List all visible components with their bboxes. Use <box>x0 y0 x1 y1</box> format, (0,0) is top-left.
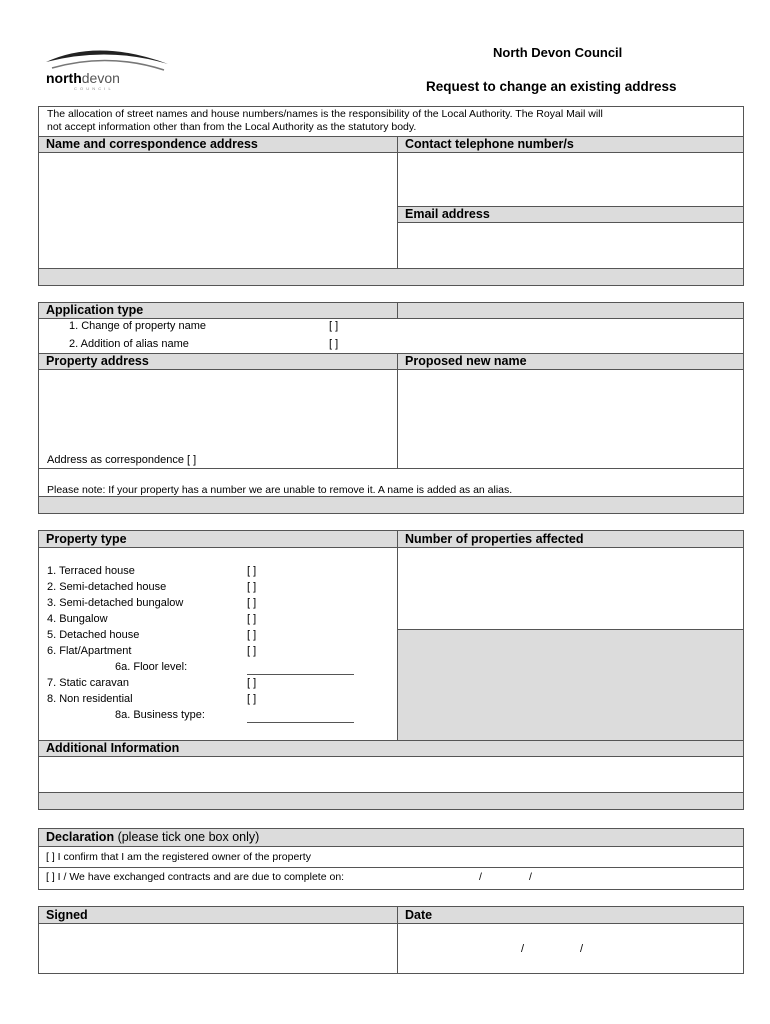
type-detached[interactable]: 5. Detached house <box>47 629 140 641</box>
declaration-exchanged[interactable]: [ ] I / We have exchanged contracts and are due to complete on: <box>46 871 345 883</box>
section-contact <box>38 106 744 286</box>
type-checkbox[interactable]: [ ] <box>247 581 257 593</box>
logo-swoosh-icon <box>38 40 178 74</box>
phone-field[interactable] <box>398 153 743 206</box>
proposed-name-field[interactable] <box>398 370 743 468</box>
type-semi-house[interactable]: 2. Semi-detached house <box>47 581 167 593</box>
date-field[interactable] <box>398 924 743 973</box>
number-affected-field[interactable] <box>398 548 743 629</box>
floor-level-label: 6a. Floor level: <box>115 661 188 673</box>
type-caravan[interactable]: 7. Static caravan <box>47 677 129 689</box>
proposed-name-label: Proposed new name <box>405 354 527 368</box>
section-declaration <box>38 828 744 890</box>
email-field[interactable] <box>398 223 743 268</box>
type-terraced[interactable]: 1. Terraced house <box>47 565 135 577</box>
option-alias-name[interactable]: 2. Addition of alias name [ ] <box>69 338 339 350</box>
date-slash-2: / <box>580 943 584 955</box>
number-affected-label: Number of properties affected <box>405 532 584 546</box>
business-type-field[interactable] <box>247 722 354 723</box>
property-address-label: Property address <box>46 354 149 368</box>
declaration-hint: (please tick one box only) <box>114 830 260 844</box>
type-flat[interactable]: 6. Flat/Apartment <box>47 645 132 657</box>
logo-brand-bold: north <box>46 70 82 86</box>
declaration-owner[interactable]: [ ] I confirm that I am the registered owner of the property <box>46 851 311 863</box>
completion-date-slash-2: / <box>529 871 532 883</box>
type-checkbox[interactable]: [ ] <box>247 645 257 657</box>
property-address-field[interactable] <box>39 370 397 450</box>
option-checkbox[interactable]: [ ] <box>329 338 339 350</box>
intro-line-2: not accept information other than from the Local Authority as the statutory body. <box>47 121 417 133</box>
signed-label: Signed <box>46 908 88 922</box>
page-title: Request to change an existing address <box>426 79 677 94</box>
completion-date-slash-1: / <box>479 871 482 883</box>
additional-info-field[interactable] <box>39 757 743 792</box>
property-type-label: Property type <box>46 532 127 546</box>
address-as-correspondence[interactable]: Address as correspondence [ ] <box>47 454 197 466</box>
intro-line-1: The allocation of street names and house numbers/names is the responsibility of the Local Authority. The Royal Mail will <box>47 108 603 120</box>
date-label: Date <box>405 908 433 922</box>
app-type-label: Application type <box>46 303 144 317</box>
logo-brand-light: devon <box>81 70 120 86</box>
logo <box>38 40 178 90</box>
email-label: Email address <box>405 207 490 221</box>
type-checkbox[interactable]: [ ] <box>247 693 257 705</box>
type-checkbox[interactable]: [ ] <box>247 613 257 625</box>
section-property-type <box>38 530 744 810</box>
type-non-residential[interactable]: 8. Non residential <box>47 693 133 705</box>
section-application <box>38 302 744 514</box>
business-type-label: 8a. Business type: <box>115 709 205 721</box>
additional-info-label: Additional Information <box>46 741 180 755</box>
type-checkbox[interactable]: [ ] <box>247 597 257 609</box>
org-name: North Devon Council <box>493 45 623 60</box>
type-semi-bungalow[interactable]: 3. Semi-detached bungalow <box>47 597 184 609</box>
option-change-name[interactable]: 1. Change of property name [ ] <box>69 320 339 332</box>
type-checkbox[interactable]: [ ] <box>247 677 257 689</box>
type-checkbox[interactable]: [ ] <box>247 629 257 641</box>
declaration-label: Declaration <box>46 830 115 844</box>
type-checkbox[interactable]: [ ] <box>247 565 257 577</box>
date-slash-1: / <box>521 943 525 955</box>
type-bungalow[interactable]: 4. Bungalow <box>47 613 108 625</box>
name-address-label: Name and correspondence address <box>46 137 258 151</box>
phone-label: Contact telephone number/s <box>405 137 574 151</box>
note-text: Please note: If your property has a number we are unable to remove it. A name is added as an alias. <box>47 484 513 496</box>
option-checkbox[interactable]: [ ] <box>329 320 339 332</box>
signature-field[interactable] <box>39 924 397 973</box>
logo-sub: C O U N C I L <box>74 86 112 91</box>
section-signature <box>38 906 744 974</box>
name-address-field[interactable] <box>39 153 397 268</box>
floor-level-field[interactable] <box>247 674 354 675</box>
